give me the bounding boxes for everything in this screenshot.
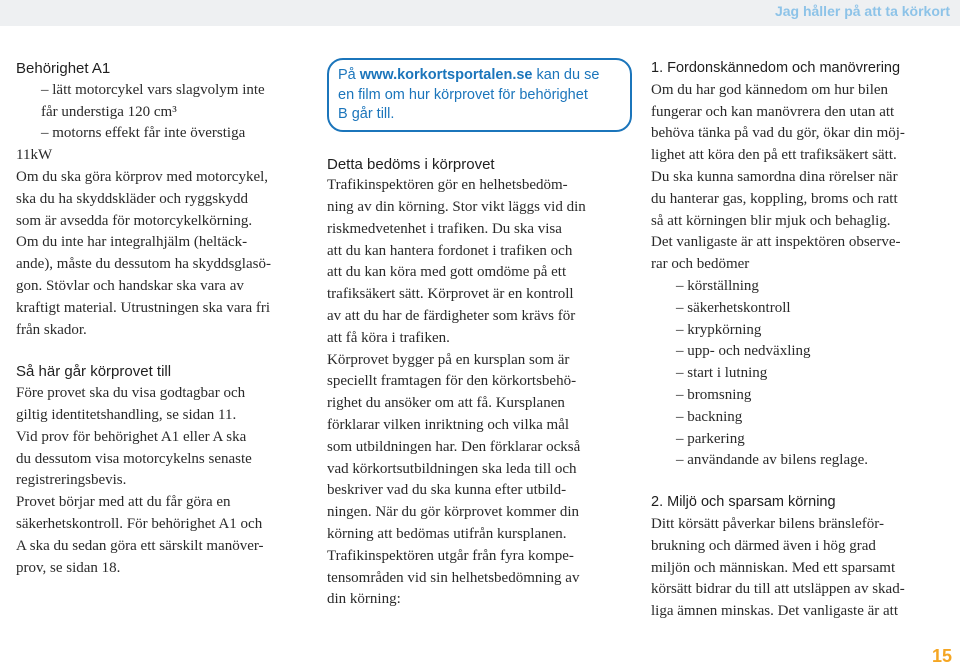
list-item: – start i lutning — [676, 365, 768, 382]
text-line: speciellt framtagen för den körkortsbehö- — [327, 373, 577, 390]
text-line: Trafikinspektören utgår från fyra kompe- — [327, 547, 574, 564]
text-line: du dessutom visa motorcykelns senaste — [16, 450, 252, 467]
text-line: behöva tänka på vad du gör, ökar din möj- — [651, 125, 905, 142]
text-line: brukning och därmed även i hög grad — [651, 537, 876, 554]
text-line: A ska du sedan göra ett särskilt manöver- — [16, 537, 264, 554]
text-line: giltig identitetshandling, se sidan 11. — [16, 406, 237, 423]
callout-prefix: På — [338, 67, 360, 83]
text-line: du hanterar gas, koppling, broms och ratt — [651, 190, 898, 207]
korkortsportalen-link[interactable]: www.korkortsportalen.se — [359, 67, 533, 83]
column-left — [16, 58, 316, 579]
text-line: Körprovet bygger på en kursplan som är — [327, 351, 570, 368]
text-line: fungerar och kan manövrera den utan att — [651, 103, 895, 120]
text-line: ska du ha skyddskläder och ryggskydd — [16, 190, 249, 207]
heading-behorighet-a1: Behörighet A1 — [16, 60, 111, 77]
text-line: ning av din körning. Stor vikt läggs vid din — [327, 199, 586, 216]
column-middle — [327, 58, 631, 611]
text-line: miljön och människan. Med ett sparsamt — [651, 559, 896, 576]
callout-line: en film om hur körprovet för behörighet — [338, 86, 588, 103]
running-title: Jag håller på att ta körkort — [774, 3, 950, 19]
text-line: Om du har god kännedom om hur bilen — [651, 81, 889, 98]
text-line: prov, se sidan 18. — [16, 559, 121, 576]
text-line: körning att bedömas utifrån kursplanen. — [327, 526, 567, 543]
list-item: – parkering — [676, 430, 745, 447]
text-line: vad körkortsutbildningen ska leda till och — [327, 460, 577, 477]
text-line: att du kan köra med gott omdöme på ett — [327, 264, 567, 281]
callout-line: B går till. — [338, 106, 395, 122]
heading-fordonskannedom: 1. Fordonskännedom och manövrering — [651, 60, 901, 76]
text-line: ningen. När du gör körprovet kommer din — [327, 504, 580, 521]
text-line: righet du ansöker om att få. Kursplanen — [327, 395, 565, 412]
text-line: rar och bedömer — [651, 256, 750, 273]
column-right — [651, 58, 951, 623]
text-line: Vid prov för behörighet A1 eller A ska — [16, 428, 247, 445]
bullet-line: – motorns effekt får inte överstiga — [41, 125, 246, 142]
text-line: Du ska kunna samordna dina rörelser när — [651, 168, 898, 185]
text-line: lighet att köra den på ett trafiksäkert sätt. — [651, 147, 897, 164]
text-line: förklarar vilken inriktning och vilka mål — [327, 417, 570, 434]
text-line: från skador. — [16, 321, 87, 338]
text-line: din körning: — [327, 591, 401, 608]
text-line: Trafikinspektören gör en helhetsbedöm- — [327, 177, 568, 194]
text-line: riskmedvetenhet i trafiken. Du ska visa — [327, 220, 562, 237]
text-line: gon. Stövlar och handskar ska vara av — [16, 277, 244, 294]
list-item: – backning — [676, 408, 743, 425]
list-item: – krypkörning — [676, 321, 762, 338]
text-line: Om du ska göra körprov med motorcykel, — [16, 168, 269, 185]
info-callout-box — [327, 58, 632, 132]
text-line: Det vanligaste är att inspektören observe- — [651, 234, 901, 251]
text-line: Före provet ska du visa godtagbar och — [16, 385, 246, 402]
heading-sa-har-gar-korprovet-till: Så här går körprovet till — [16, 363, 172, 381]
text-line: beskriver vad du ska kunna efter utbild- — [327, 482, 567, 499]
text-line: kraftigt material. Utrustningen ska vara fri — [16, 299, 271, 316]
list-item: – körställning — [676, 277, 759, 294]
bullet-line: 11kW — [16, 147, 53, 164]
bullet-line: – lätt motorcykel vars slagvolym inte — [41, 81, 265, 98]
text-line: så att körningen blir mjuk och behaglig. — [651, 212, 891, 229]
text-line: att få köra i trafiken. — [327, 329, 450, 346]
text-line: Provet börjar med att du får göra en — [16, 494, 231, 511]
text-line: körsätt bidrar du till att utsläppen av skad- — [651, 581, 905, 598]
text-line: trafiksäkert sätt. Körprovet är en kontroll — [327, 286, 574, 303]
top-bar — [0, 0, 960, 26]
list-item: – användande av bilens reglage. — [676, 452, 869, 469]
text-line: Om du inte har integralhjälm (heltäck- — [16, 234, 248, 251]
heading-miljo-sparsam: 2. Miljö och sparsam körning — [651, 494, 836, 511]
text-line: som utbildningen har. Den förklarar också — [327, 438, 581, 455]
text-line: registreringsbevis. — [16, 472, 127, 489]
heading-detta-bedoms: Detta bedöms i körprovet — [327, 155, 495, 173]
callout-line — [338, 66, 630, 86]
text-line: ande), måste du dessutom ha skyddsglasö- — [16, 256, 271, 273]
text-line: tensområden vid sin helhetsbedömning av — [327, 569, 580, 586]
list-item: – bromsning — [676, 386, 752, 403]
bullet-line: får understiga 120 cm³ — [41, 103, 177, 120]
text-line: säkerhetskontroll. För behörighet A1 och — [16, 515, 263, 532]
list-item: – säkerhetskontroll — [676, 299, 791, 316]
text-line: Ditt körsätt påverkar bilens bränsleför- — [651, 515, 884, 532]
text-line: som är avsedda för motorcykelkörning. — [16, 212, 253, 229]
text-line: liga ämnen minskas. Det vanligaste är att — [651, 603, 899, 620]
list-item: – upp- och nedväxling — [676, 343, 811, 360]
callout-rest: kan du se — [532, 67, 600, 83]
page-number: 15 — [931, 646, 952, 666]
text-line: att du kan hantera fordonet i trafiken och — [327, 242, 573, 259]
text-line: av att du har de färdigheter som krävs för — [327, 308, 576, 325]
